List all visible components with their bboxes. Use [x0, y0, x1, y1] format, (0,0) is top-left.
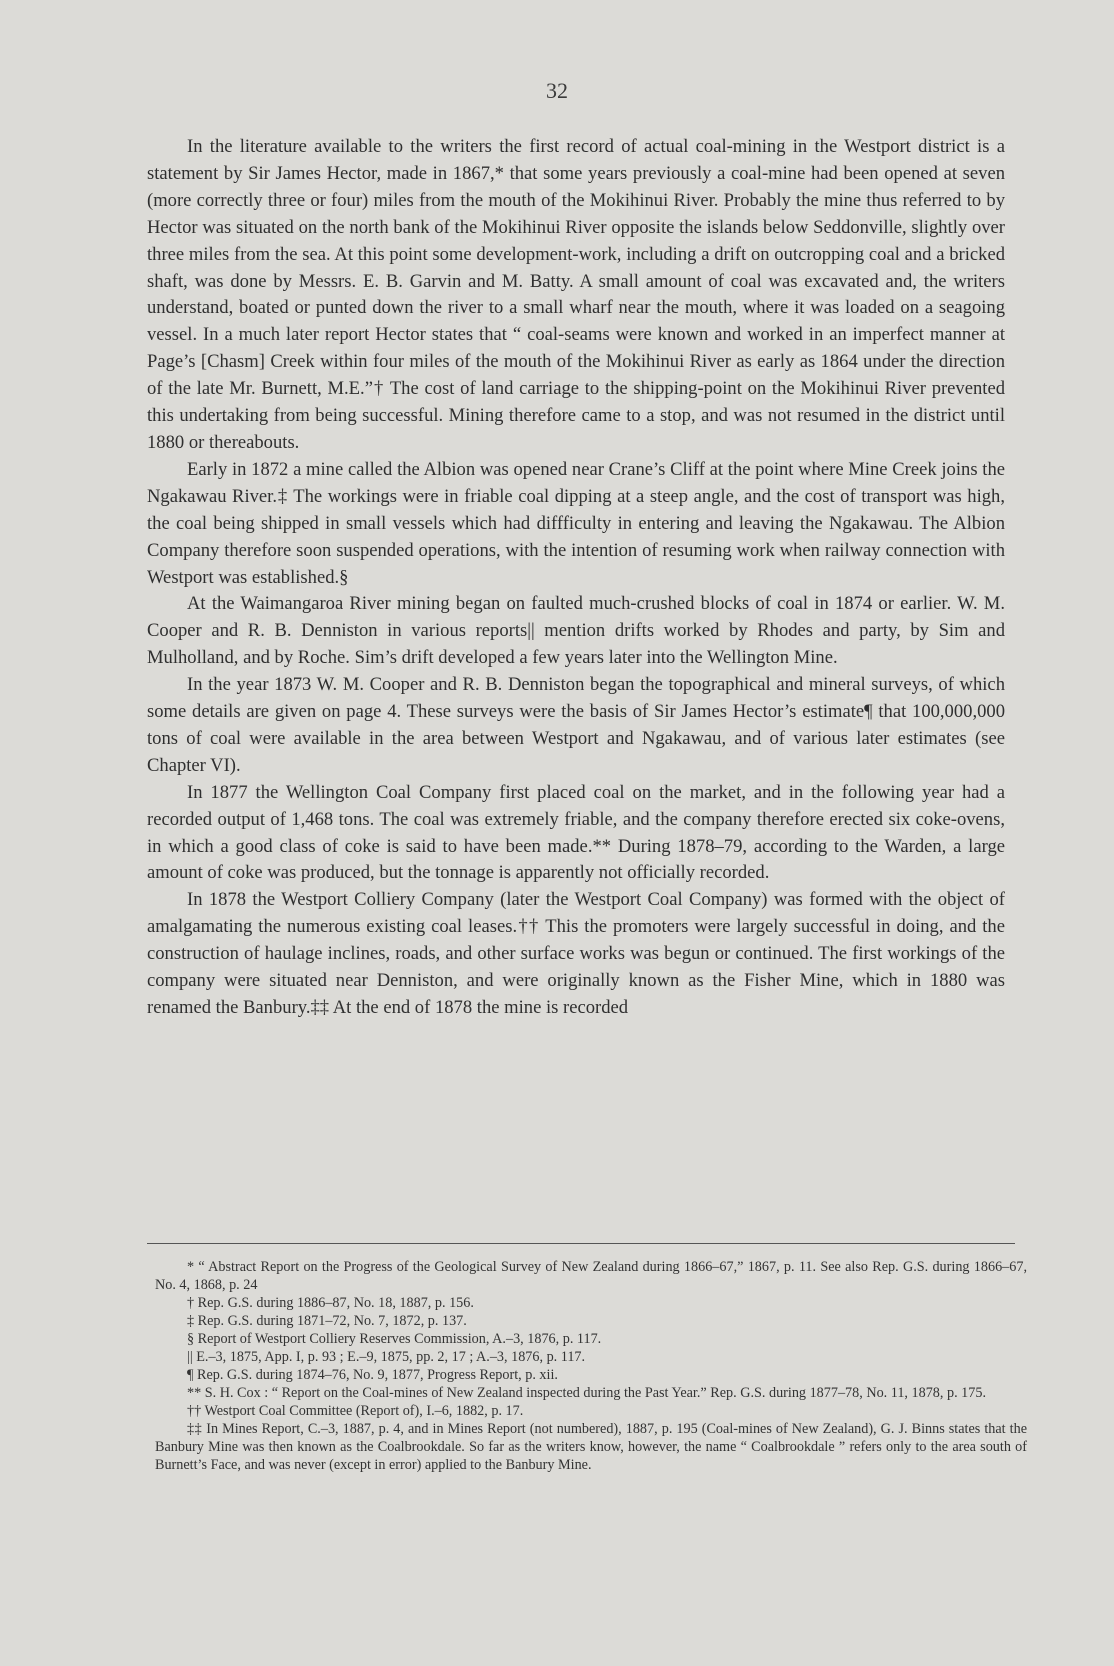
footnote: ¶ Rep. G.S. during 1874–76, No. 9, 1877, Progress Report, p. xii.	[187, 1367, 558, 1383]
paragraph: In the year 1873 W. M. Cooper and R. B. Denniston began the topographical and mineral surveys, of which some details are given on page 4. These surveys were the basis of Sir James Hector’s estimate¶ that 100,000,000 tons of coal were available in the area between Westport and Ngakawau, and of various later estimates (see Chapter VI).	[147, 674, 1005, 776]
footnote: ** S. H. Cox : “ Report on the Coal-mines of New Zealand inspected during the Past Year.” Rep. G.S. during 1877–78, No. 11, 1878, p. 175.	[187, 1385, 986, 1401]
paragraph: In the literature available to the writers the first record of actual coal-mining in the Westport district is a statement by Sir James Hector, made in 1867,* that some years previously a coal-mine had been opened at seven (more correctly three or four) miles from the mouth of the Mokihinui River. Probably the mine thus referred to by Hector was situated on the north bank of the Mokihinui River opposite the islands below Seddonville, slightly over three miles from the sea. At this point some development-work, including a drift on outcropping coal and a bricked shaft, was done by Messrs. E. B. Garvin and M. Batty. A small amount of coal was excavated and, the writers understand, boated or punted down the river to a small wharf near the mouth, where it was loaded on a seagoing vessel. In a much later report Hector states that “ coal-seams were known and worked in an imperfect manner at Page’s [Chasm] Creek within four miles of the mouth of the Mokihinui River as early as 1864 under the direction of the late Mr. Burnett, M.E.”† The cost of land carriage to the shipping-point on the Mokihinui River prevented this undertaking from being successful. Mining therefore came to a stop, and was not resumed in the district until 1880 or thereabouts.	[147, 136, 1005, 453]
footnote: ‡‡ In Mines Report, C.–3, 1887, p. 4, and in Mines Report (not numbered), 1887, p. 195 (Coal-mines of New Zealand), G. J. Binns states that the Banbury Mine was then known as the Coalbrookdale. So far as the writers know, however, the name “ Coalbrookdale ” refers only to the area south of Burnett’s Face, and was never (except in error) applied to the Banbury Mine.	[155, 1421, 1027, 1473]
page-number: 32	[546, 78, 568, 103]
footnote: * “ Abstract Report on the Progress of the Geological Survey of New Zealand during 1866–67,” 1867, p. 11. See also Rep. G.S. during 1866–67, No. 4, 1868, p. 24	[155, 1259, 1027, 1293]
footnote-divider	[147, 1243, 1015, 1244]
footnote: ‡ Rep. G.S. during 1871–72, No. 7, 1872, p. 137.	[187, 1313, 467, 1329]
paragraph: In 1877 the Wellington Coal Company first placed coal on the market, and in the following year had a recorded output of 1,468 tons. The coal was extremely friable, and the company therefore erected six coke-ovens, in which a good class of coke is said to have been made.** During 1878–79, according to the Warden, a large amount of coke was produced, but the tonnage is apparently not officially recorded.	[147, 781, 1005, 884]
footnote: § Report of Westport Colliery Reserves Commission, A.–3, 1876, p. 117.	[187, 1331, 602, 1347]
paragraph: Early in 1872 a mine called the Albion was opened near Crane’s Cliff at the point where Mine Creek joins the Ngakawau River.‡ The workings were in friable coal dipping at a steep angle, and the cost of transport was high, the coal being shipped in small vessels which had diffficulty in entering and leaving the Ngakawau. The Albion Company therefore soon suspended operations, with the intention of resuming work when railway connection with Westport was established.§	[147, 458, 1005, 588]
footnote: || E.–3, 1875, App. I, p. 93 ; E.–9, 1875, pp. 2, 17 ; A.–3, 1876, p. 117.	[187, 1349, 586, 1365]
body-text	[147, 134, 1005, 1022]
footnote: †† Westport Coal Committee (Report of), I.–6, 1882, p. 17.	[187, 1403, 524, 1419]
footnotes	[155, 1258, 1027, 1474]
footnote: † Rep. G.S. during 1886–87, No. 18, 1887, p. 156.	[187, 1295, 474, 1311]
paragraph: In 1878 the Westport Colliery Company (later the Westport Coal Company) was formed with the object of amalgamating the numerous existing coal leases.†† This the promoters were largely successful in doing, and the construction of haulage inclines, roads, and other surface works was begun or continued. The first workings of the company were situated near Denniston, and were originally known as the Fisher Mine, which in 1880 was renamed the Banbury.‡‡ At the end of 1878 the mine is recorded	[147, 889, 1005, 1018]
paragraph: At the Waimangaroa River mining began on faulted much-crushed blocks of coal in 1874 or earlier. W. M. Cooper and R. B. Denniston in various reports|| mention drifts worked by Rhodes and party, by Sim and Mulholland, and by Roche. Sim’s drift developed a few years later into the Wellington Mine.	[147, 593, 1005, 669]
